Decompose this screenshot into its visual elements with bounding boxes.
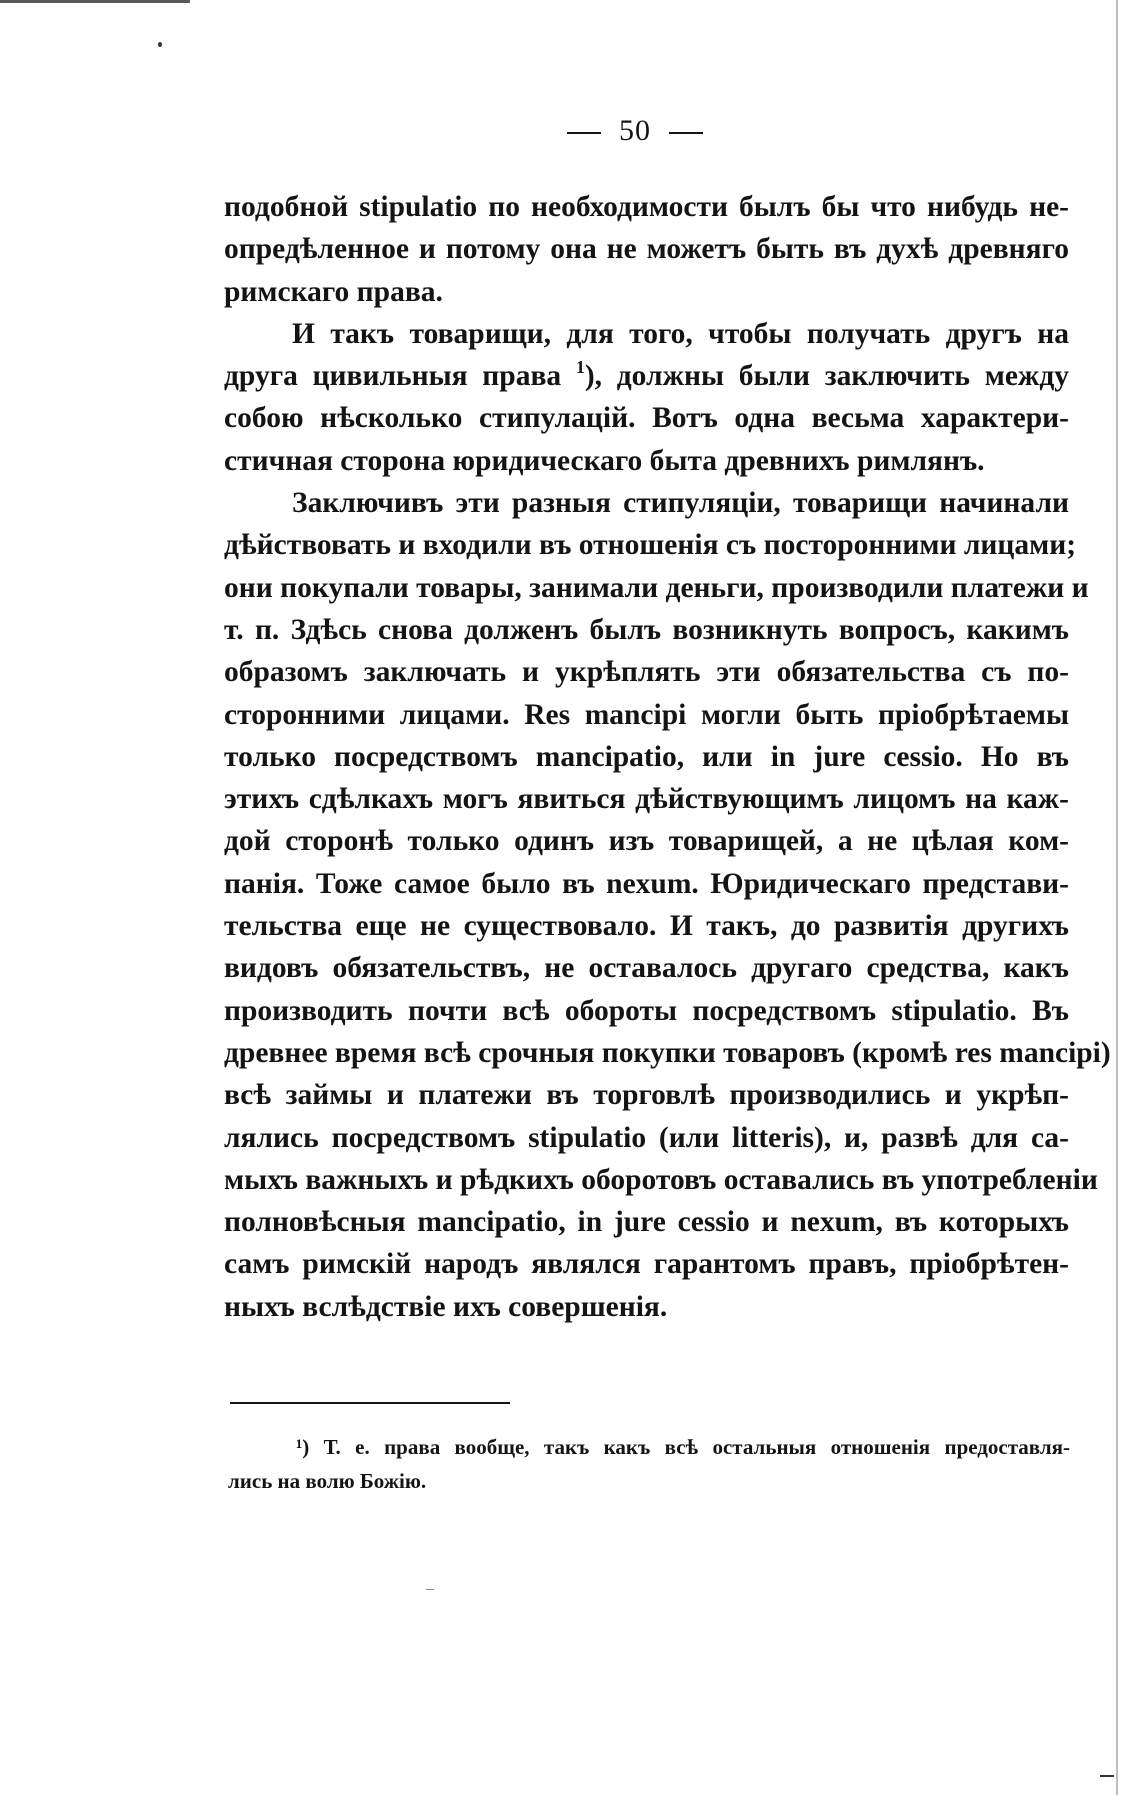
scan-edge-mark — [0, 0, 190, 3]
text-line: ныхъ вслѣдствіе ихъ совершенія. — [224, 1290, 668, 1323]
paragraph-2 — [224, 313, 1069, 482]
page-number — [0, 114, 1140, 148]
text-line: они покупали товары, занимали деньги, производили платежи и — [224, 571, 1089, 604]
footnote-text: Т. е. права вообще, такъ какъ всѣ остальныя отношенія предоставля- — [323, 1435, 1071, 1459]
page-number-dash-left — [567, 132, 601, 134]
text-line: образомъ заключать и укрѣплять эти обязательства съ по- — [224, 656, 1069, 689]
text-fragment: друга цивильныя права — [224, 360, 562, 393]
ink-speck — [158, 42, 162, 47]
text-line: панія. Тоже самое было въ nexum. Юридическаго представи- — [224, 867, 1069, 900]
text-line: И такъ товарищи, для того, чтобы получать другъ на — [292, 317, 1069, 350]
ink-speck — [1100, 1775, 1114, 1777]
ink-speck — [426, 1589, 434, 1590]
paragraph-1 — [224, 186, 1069, 313]
text-line: этихъ сдѣлкахъ могъ явиться дѣйствующимъ лицомъ на каж- — [224, 783, 1069, 816]
text-line: лялись посредствомъ stipulatio (или litteris), и, развѣ для са- — [224, 1121, 1069, 1154]
text-line: подобной stipulatio по необходимости былъ бы что нибудь не- — [224, 191, 1069, 223]
text-fragment: ), должны были заключить между — [584, 360, 1069, 393]
footnote-divider — [230, 1402, 510, 1404]
text-line: только посредствомъ mancipatio, или in jure cessio. Но въ — [224, 740, 1069, 773]
page-number-dash-right — [669, 132, 703, 134]
text-line: римскаго права. — [224, 275, 443, 308]
text-line: мыхъ важныхъ и рѣдкихъ оборотовъ оставались въ употребленіи — [224, 1163, 1098, 1196]
text-line: дой сторонѣ только одинъ изъ товарищей, а не цѣлая ком- — [224, 825, 1069, 858]
text-line: тельства еще не существовало. И такъ, до развитія другихъ — [224, 910, 1069, 943]
footnote-line — [228, 1430, 1070, 1464]
text-line: производить почти всѣ обороты посредствомъ stipulatio. Въ — [224, 994, 1069, 1027]
text-line-with-footnote — [224, 355, 1069, 397]
page-edge-shadow — [1116, 0, 1118, 1795]
text-line: дѣйствовать и входили въ отношенія съ посторонними лицами; — [224, 529, 1077, 562]
text-line: Заключивъ эти разныя стипуляціи, товарищи начинали — [292, 487, 1069, 520]
page-number-value: 50 — [619, 114, 651, 147]
text-line: т. п. Здѣсь снова долженъ былъ возникнуть вопросъ, какимъ — [224, 613, 1069, 646]
text-line: стичная сторона юридическаго быта древнихъ римлянъ. — [224, 444, 985, 477]
text-line: всѣ займы и платежи въ торговлѣ производились и укрѣп- — [224, 1079, 1069, 1112]
text-line: опредѣленное и потому она не можетъ быть въ духѣ древняго — [224, 233, 1069, 266]
footnote-line: лись на волю Божію. — [228, 1469, 427, 1493]
text-line: древнее время всѣ срочныя покупки товаровъ (кромѣ res mancipi) — [224, 1036, 1111, 1069]
text-line: собою нѣсколько стипулацій. Вотъ одна весьма характери- — [224, 402, 1069, 435]
text-line: самъ римскій народъ являлся гарантомъ правъ, пріобрѣтен- — [224, 1248, 1069, 1281]
paragraph-3 — [224, 482, 1111, 1328]
footnote-reference[interactable]: 1 — [575, 357, 585, 378]
text-line: полновѣсныя mancipatio, in jure cessio и nexum, въ которыхъ — [224, 1206, 1069, 1239]
footnote — [228, 1430, 1070, 1498]
body-text — [224, 186, 1111, 1328]
text-line: видовъ обязательствъ, не оставалось другаго средства, какъ — [224, 952, 1069, 985]
footnote-marker: ¹) — [296, 1435, 310, 1459]
text-line: сторонними лицами. Res mancipi могли быть пріобрѣтаемы — [224, 698, 1069, 731]
